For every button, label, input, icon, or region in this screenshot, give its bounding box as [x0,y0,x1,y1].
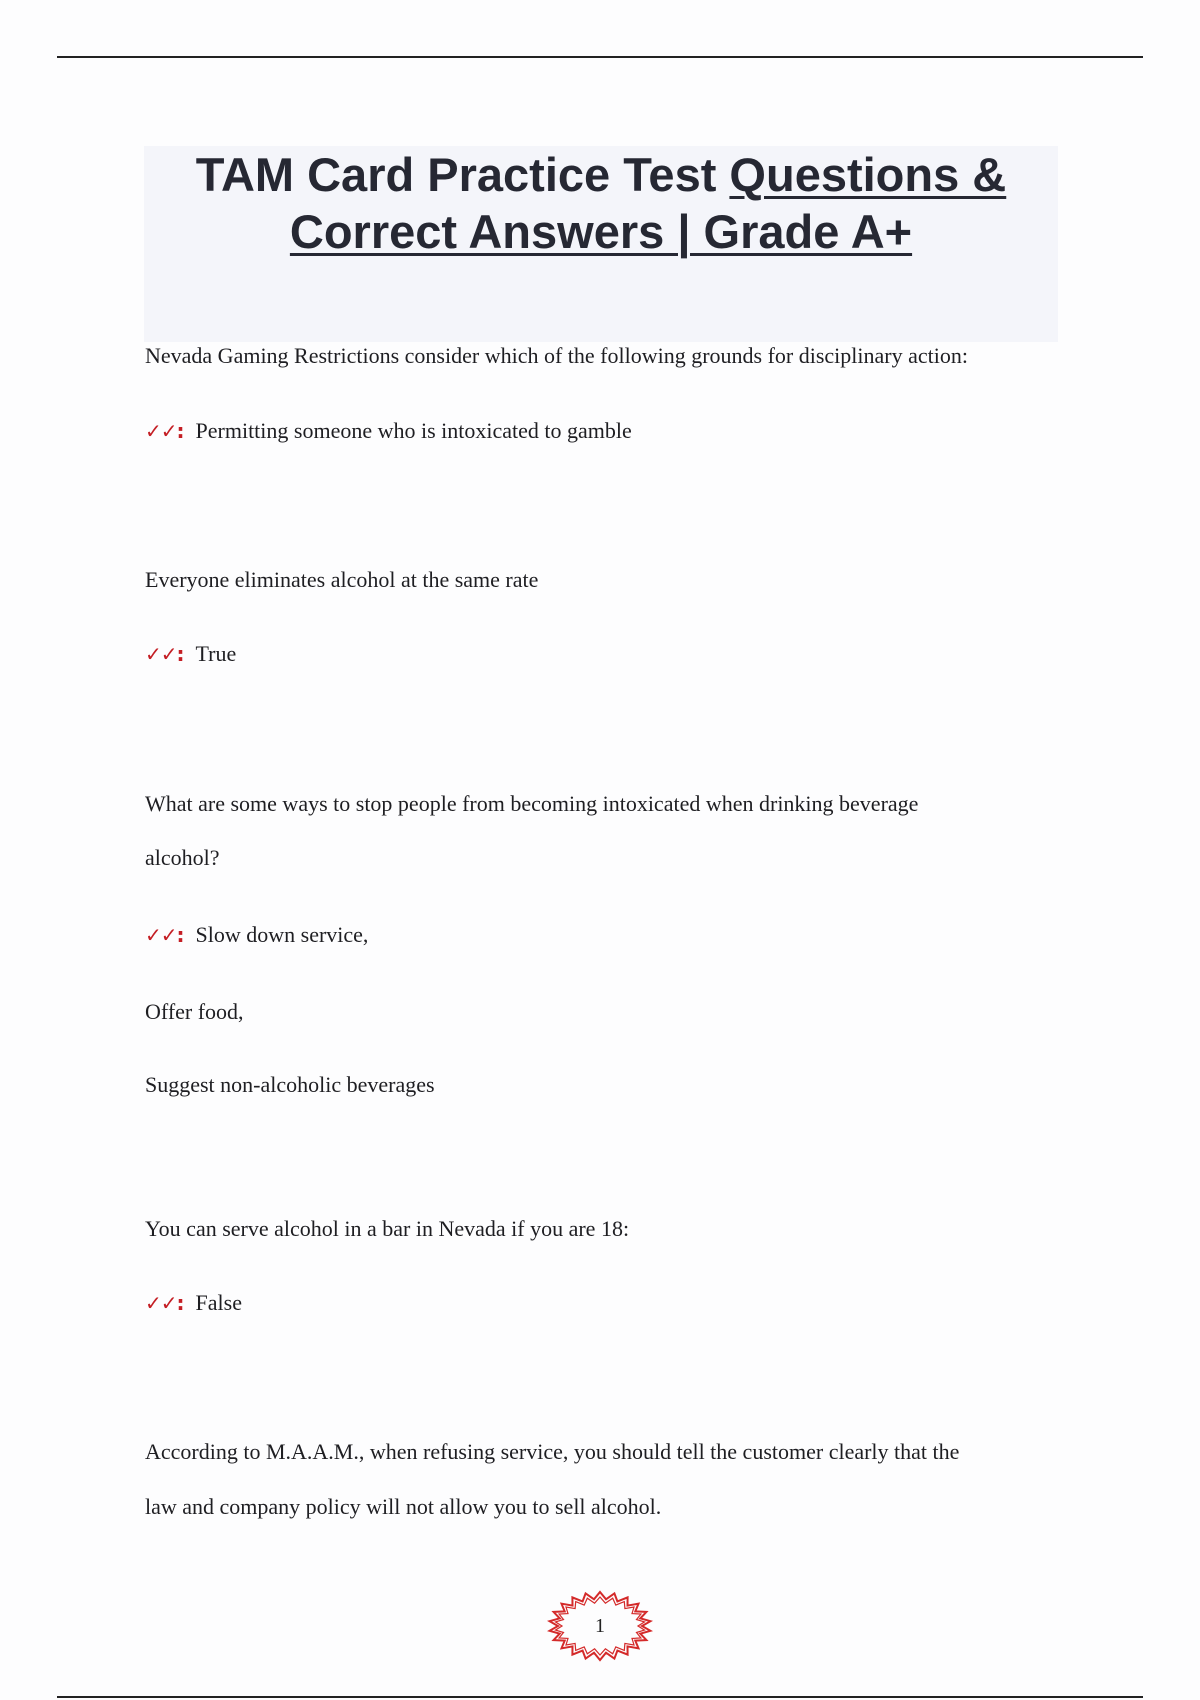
page-number-badge [547,1590,653,1662]
answer-text: True [195,641,237,666]
answer-3-line-3: Suggest non-alcoholic beverages [145,1072,435,1097]
bottom-rule [57,1696,1143,1698]
page-number: 1 [595,1615,605,1637]
answer-2 [145,640,236,668]
answer-1 [145,417,632,445]
answer-text: False [195,1290,242,1315]
answer-4 [145,1289,242,1317]
document-title: TAM Card Practice Test Questions & Correct Answers | Grade A+ [195,148,1007,258]
question-2: Everyone eliminates alcohol at the same rate [145,567,539,592]
double-check-icon: ✓✓: [145,642,184,666]
double-check-icon: ✓✓: [145,419,184,443]
question-5-line-1: According to M.A.A.M., when refusing service, you should tell the customer clearly that the [145,1439,960,1464]
answer-text: Slow down service, [195,922,369,947]
top-rule [57,56,1143,58]
question-3-line-1: What are some ways to stop people from becoming intoxicated when drinking beverage [145,791,919,816]
double-check-icon: ✓✓: [145,1291,184,1315]
title-banner [144,146,1058,342]
answer-3-line-2: Offer food, [145,999,244,1024]
question-5-line-2: law and company policy will not allow you to sell alcohol. [145,1494,662,1519]
question-3-line-2: alcohol? [145,845,220,870]
answer-3 [145,921,368,949]
question-1: Nevada Gaming Restrictions consider which of the following grounds for disciplinary action: [145,343,968,368]
question-4: You can serve alcohol in a bar in Nevada if you are 18: [145,1216,630,1241]
answer-text: Permitting someone who is intoxicated to gamble [195,418,632,443]
double-check-icon: ✓✓: [145,923,184,947]
